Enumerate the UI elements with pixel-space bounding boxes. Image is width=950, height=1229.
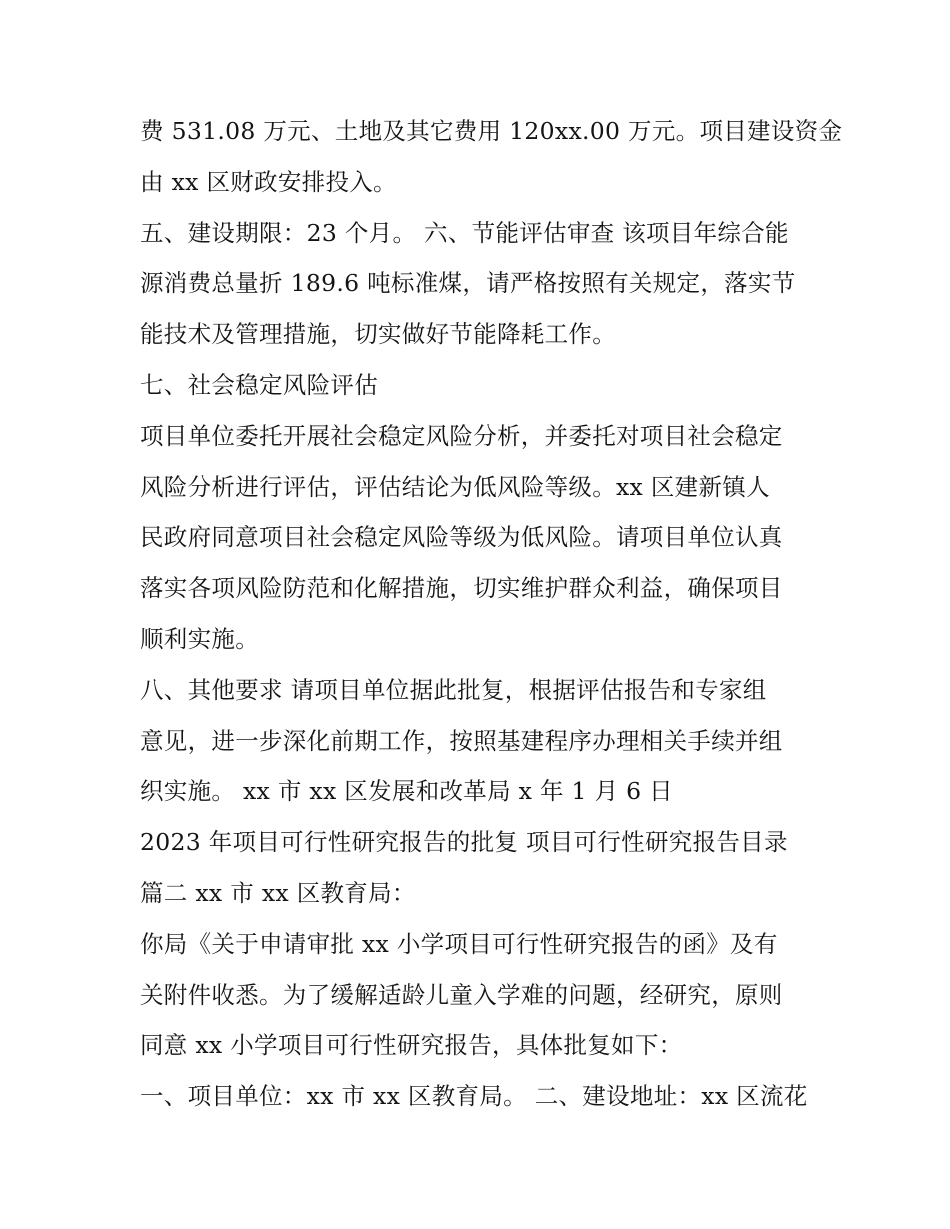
text-line: 织实施。 xx 市 xx 区发展和改革局 x 年 1 月 6 日	[140, 777, 673, 806]
text-line: 关附件收悉。为了缓解适龄儿童入学难的问题，经研究，原则	[140, 980, 783, 1009]
text-line: 你局《关于申请审批 xx 小学项目可行性研究报告的函》及有	[140, 929, 778, 958]
text-line: 由 xx 区财政安排投入。	[140, 167, 397, 196]
text-line: 民政府同意项目社会稳定风险等级为低风险。请项目单位认真	[140, 523, 783, 552]
text-line: 能技术及管理措施，切实做好节能降耗工作。	[140, 320, 616, 349]
section-heading: 七、社会稳定风险评估	[140, 370, 378, 399]
text-line: 篇二 xx 市 xx 区教育局：	[140, 878, 416, 907]
text-line: 顺利实施。	[140, 624, 259, 653]
text-line: 项目单位委托开展社会稳定风险分析，并委托对项目社会稳定	[140, 421, 783, 450]
text-line: 风险分析进行评估，评估结论为低风险等级。xx 区建新镇人	[140, 472, 770, 501]
text-line: 一、项目单位：xx 市 xx 区教育局。 二、建设地址：xx 区流花	[140, 1082, 808, 1111]
text-line: 源消费总量折 189.6 吨标准煤，请严格按照有关规定，落实节	[140, 269, 796, 298]
text-line: 八、其他要求 请项目单位据此批复，根据评估报告和专家组	[140, 675, 767, 704]
text-line: 意见，进一步深化前期工作，按照基建程序办理相关手续并组	[140, 726, 783, 755]
document-body	[140, 106, 843, 1122]
text-line: 落实各项风险防范和化解措施，切实维护群众利益，确保项目	[140, 574, 783, 603]
text-line: 同意 xx 小学项目可行性研究报告，具体批复如下：	[140, 1031, 683, 1060]
text-line: 费 531.08 万元、土地及其它费用 120xx.00 万元。项目建设资金	[140, 117, 843, 145]
text-line: 2023 年项目可行性研究报告的批复 项目可行性研究报告目录	[140, 828, 788, 857]
text-line: 五、建设期限：23 个月。 六、节能评估审查 该项目年综合能	[140, 218, 789, 247]
